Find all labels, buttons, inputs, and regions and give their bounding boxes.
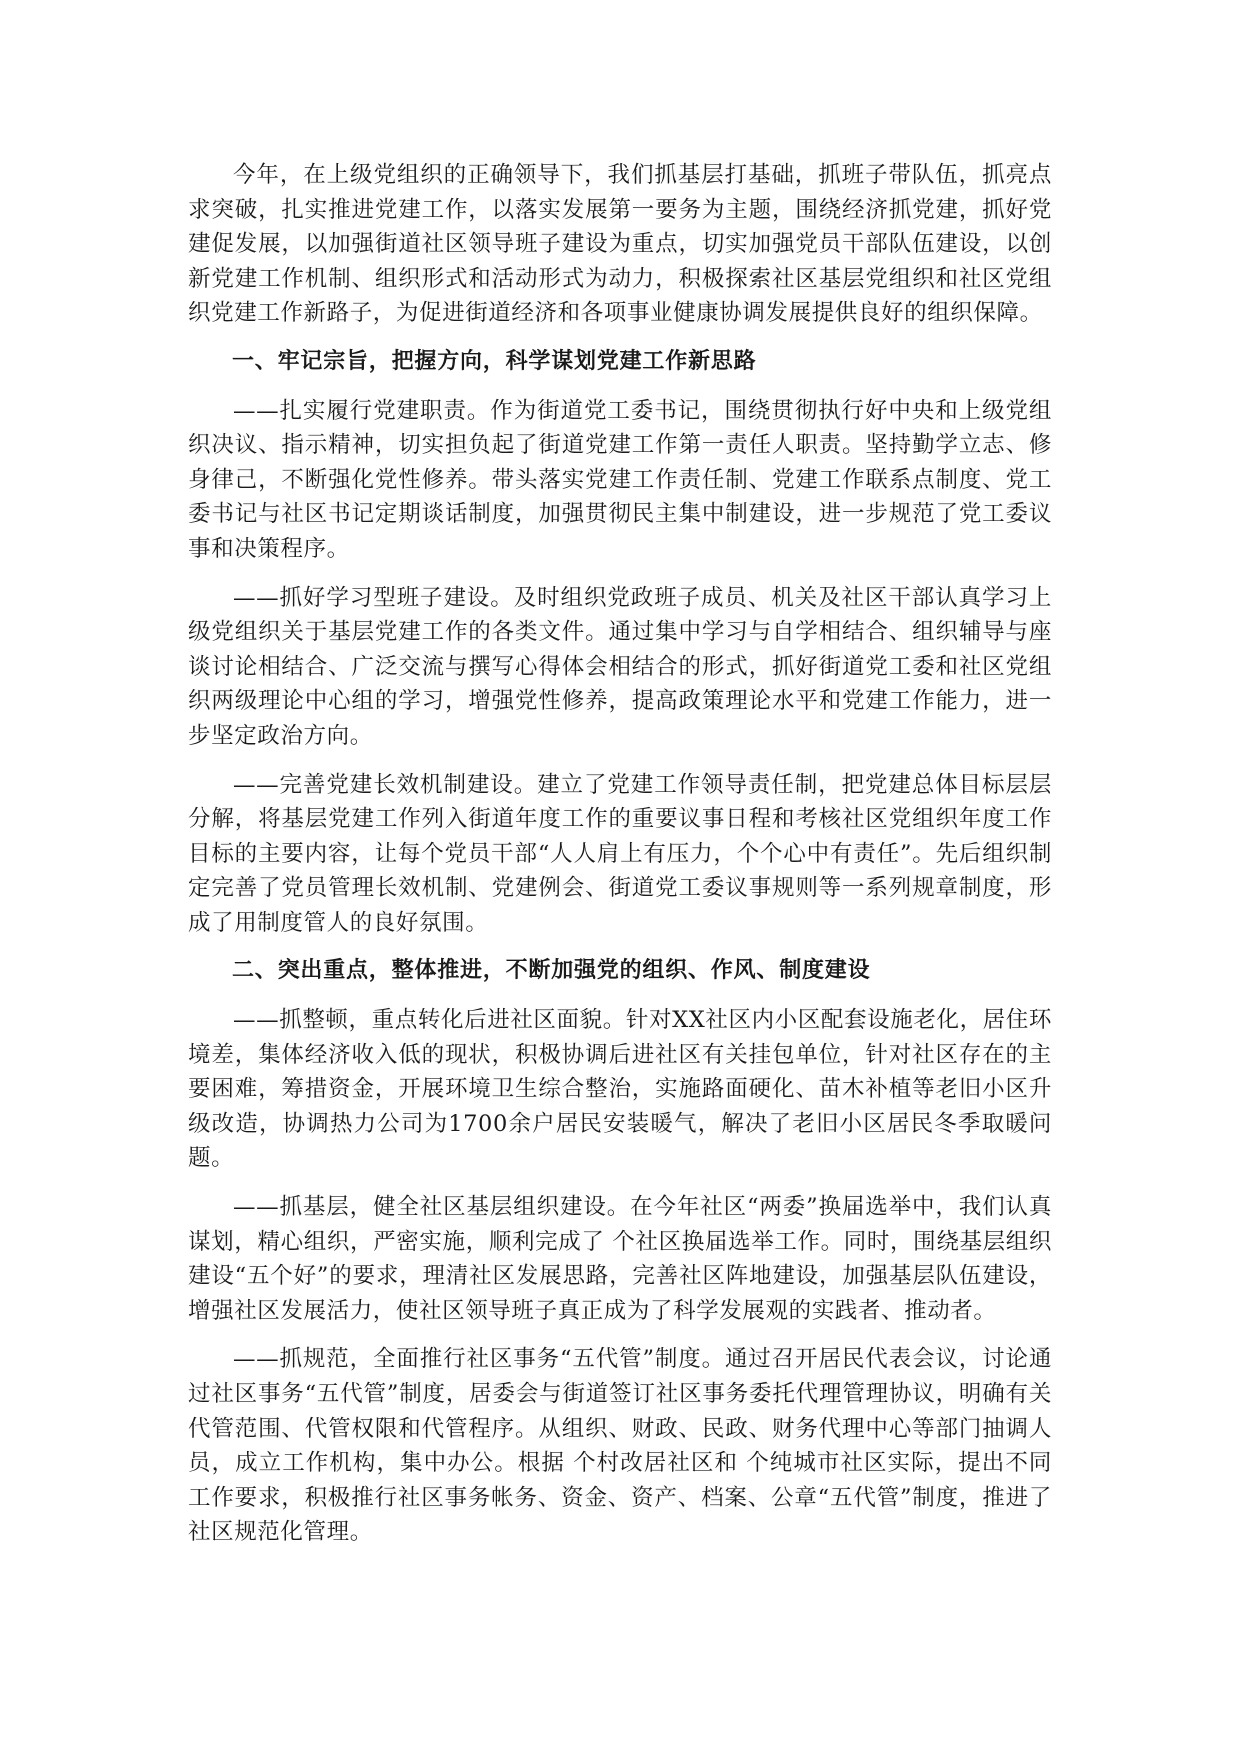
section-2-paragraph-3: ——抓规范，全面推行社区事务“五代管”制度。通过召开居民代表会议，讨论通过社区事务“五代管”制度，居委会与街道签订社区事务委托代理管理协议，明确有关代管范围、代管权限和代管程序。从组织、财政、民政、财务代理中心等部门抽调人员，成立工作机构，集中办公。根据 个村改居社区和 个纯城市社区实际，提出不同工作要求，积极推行社区事务帐务、资金、资产、档案、公章“五代管”制度，推进了社区规范化管理。 <box>188 1346 1052 1546</box>
document-body <box>188 158 1052 1564</box>
section-2-paragraph-2: ——抓基层，健全社区基层组织建设。在今年社区“两委”换届选举中，我们认真谋划，精心组织，严密实施，顺利完成了 个社区换届选举工作。同时，围绕基层组织建设“五个好”的要求，理清社区发展思路，完善社区阵地建设，加强基层队伍建设，增强社区发展活力，使社区领导班子真正成为了科学发展观的实践者、推动者。 <box>188 1194 1052 1324</box>
section-1-heading: 一、牢记宗旨，把握方向，科学谋划党建工作新思路 <box>232 348 757 374</box>
section-1-paragraph-1: ——扎实履行党建职责。作为街道党工委书记，围绕贯彻执行好中央和上级党组织决议、指示精神，切实担负起了街道党建工作第一责任人职责。坚持勤学立志、修身律己，不断强化党性修养。带头落实党建工作责任制、党建工作联系点制度、党工委书记与社区书记定期谈话制度，加强贯彻民主集中制建设，进一步规范了党工委议事和决策程序。 <box>188 397 1052 562</box>
section-1-paragraph-2: ——抓好学习型班子建设。及时组织党政班子成员、机关及社区干部认真学习上级党组织关于基层党建工作的各类文件。通过集中学习与自学相结合、组织辅导与座谈讨论相结合、广泛交流与撰写心得体会相结合的形式，抓好街道党工委和社区党组织两级理论中心组的学习，增强党性修养，提高政策理论水平和党建工作能力，进一步坚定政治方向。 <box>188 584 1052 749</box>
section-2-paragraph-1: ——抓整顿，重点转化后进社区面貌。针对XX社区内小区配套设施老化，居住环境差，集体经济收入低的现状，积极协调后进社区有关挂包单位，针对社区存在的主要困难，筹措资金，开展环境卫生综合整治，实施路面硬化、苗木补植等老旧小区升级改造，协调热力公司为1700余户居民安装暖气，解决了老旧小区居民冬季取暖问题。 <box>188 1007 1052 1172</box>
intro-paragraph: 今年，在上级党组织的正确领导下，我们抓基层打基础，抓班子带队伍，抓亮点求突破，扎实推进党建工作，以落实发展第一要务为主题，围绕经济抓党建，抓好党建促发展，以加强街道社区领导班子建设为重点，切实加强党员干部队伍建设，以创新党建工作机制、组织形式和活动形式为动力，积极探索社区基层党组织和社区党组织党建工作新路子，为促进街道经济和各项事业健康协调发展提供良好的组织保障。 <box>188 162 1052 327</box>
section-1-paragraph-3: ——完善党建长效机制建设。建立了党建工作领导责任制，把党建总体目标层层分解，将基层党建工作列入街道年度工作的重要议事日程和考核社区党组织年度工作目标的主要内容，让每个党员干部“人人肩上有压力，个个心中有责任”。先后组织制定完善了党员管理长效机制、党建例会、街道党工委议事规则等一系列规章制度，形成了用制度管人的良好氛围。 <box>188 771 1052 936</box>
section-2-heading: 二、突出重点，整体推进，不断加强党的组织、作风、制度建设 <box>232 958 871 984</box>
